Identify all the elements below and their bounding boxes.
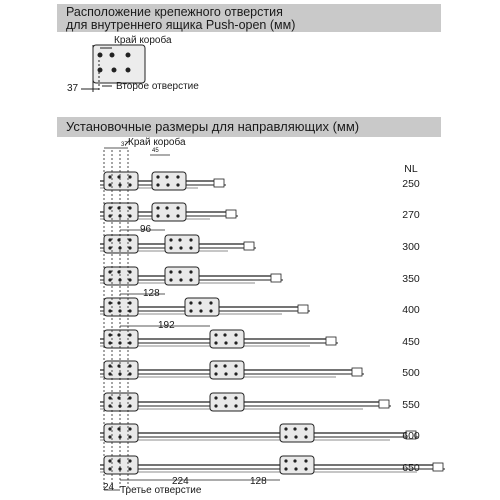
mounting-hole (284, 427, 287, 430)
mounting-hole (234, 341, 237, 344)
mounting-hole (223, 364, 226, 367)
mounting-hole (169, 238, 172, 241)
mounting-hole (128, 333, 131, 336)
mounting-hole (284, 467, 287, 470)
nl-value-450: 450 (402, 336, 420, 348)
mounting-hole (128, 309, 131, 312)
nl-value-600: 600 (402, 430, 420, 442)
rail-end-cap (271, 274, 281, 282)
rear-bracket (185, 298, 219, 316)
mounting-hole (176, 206, 179, 209)
mounting-hole (108, 404, 111, 407)
mounting-hole (176, 183, 179, 186)
mounting-hole (128, 341, 131, 344)
mounting-hole (108, 435, 111, 438)
rear-bracket (210, 393, 244, 411)
mounting-hole (189, 309, 192, 312)
mounting-hole (128, 175, 131, 178)
front-bracket-body (104, 393, 138, 411)
mounting-hole (128, 396, 131, 399)
runner-rows (100, 172, 445, 474)
hole (110, 53, 114, 57)
front-bracket (104, 235, 138, 253)
hole (112, 68, 116, 72)
label-third-hole: Третье отверстие (120, 485, 202, 496)
rear-bracket (165, 267, 199, 285)
mounting-hole (214, 372, 217, 375)
mounting-hole (108, 246, 111, 249)
mounting-hole (128, 467, 131, 470)
mounting-hole (304, 459, 307, 462)
front-bracket (104, 393, 138, 411)
hole (98, 53, 102, 57)
rear-bracket (210, 330, 244, 348)
nl-value-300: 300 (402, 241, 420, 253)
runner-row-550 (100, 393, 391, 411)
front-bracket (104, 424, 138, 442)
bracket-body (93, 45, 145, 83)
mounting-hole (304, 427, 307, 430)
mounting-hole (128, 214, 131, 217)
front-bracket-body (104, 172, 138, 190)
front-bracket-body (104, 298, 138, 316)
nl-header: NL (404, 163, 418, 175)
mounting-hole (234, 333, 237, 336)
mounting-hole (189, 301, 192, 304)
rear-bracket-body (152, 203, 186, 221)
mounting-hole (214, 396, 217, 399)
front-bracket-body (104, 203, 138, 221)
runner-row-400 (100, 298, 310, 316)
mounting-hole (199, 309, 202, 312)
mounting-hole (108, 301, 111, 304)
mounting-hole (179, 278, 182, 281)
mounting-hole (128, 435, 131, 438)
mounting-hole (214, 364, 217, 367)
mounting-hole (178, 238, 181, 241)
mounting-hole (128, 427, 131, 430)
mounting-hole (128, 238, 131, 241)
mounting-hole (108, 183, 111, 186)
mounting-hole (165, 175, 168, 178)
mounting-hole (169, 270, 172, 273)
rear-bracket-body (210, 393, 244, 411)
rail-end-cap (379, 400, 389, 408)
rear-bracket-body (280, 456, 314, 474)
front-bracket-body (104, 267, 138, 285)
rear-bracket-body (165, 235, 199, 253)
rear-bracket-body (185, 298, 219, 316)
mounting-hole (293, 459, 296, 462)
mounting-hole (108, 364, 111, 367)
rear-bracket (152, 203, 186, 221)
section-title-line1: Расположение крепежного отверстия (66, 5, 283, 19)
rail-end-cap (298, 305, 308, 313)
mounting-hole (128, 404, 131, 407)
runner-row-350 (100, 267, 283, 285)
runner-row-270 (100, 203, 238, 221)
front-bracket-body (104, 456, 138, 474)
mounting-hole (198, 301, 201, 304)
mounting-hole (234, 404, 237, 407)
mounting-hole (179, 246, 182, 249)
front-bracket (104, 203, 138, 221)
mounting-hole (169, 278, 172, 281)
rear-bracket-body (210, 361, 244, 379)
rear-bracket (280, 456, 314, 474)
runner-row-500 (100, 361, 364, 379)
mounting-hole (108, 427, 111, 430)
front-bracket (104, 298, 138, 316)
hole (98, 68, 102, 72)
hole (126, 68, 130, 72)
front-bracket-body (104, 330, 138, 348)
label-box-edge-2: Край короба (128, 137, 186, 148)
mounting-hole (128, 372, 131, 375)
mounting-hole (156, 175, 159, 178)
mounting-hole (128, 270, 131, 273)
mounting-hole (128, 364, 131, 367)
rear-bracket (152, 172, 186, 190)
mounting-hole (166, 214, 169, 217)
rear-bracket-body (165, 267, 199, 285)
mounting-hole (304, 435, 307, 438)
mounting-hole (223, 333, 226, 336)
mounting-hole (178, 270, 181, 273)
mounting-hole (128, 459, 131, 462)
mounting-hole (224, 404, 227, 407)
rail-end-cap (214, 179, 224, 187)
rear-bracket (210, 361, 244, 379)
mounting-hole (165, 206, 168, 209)
mounting-hole (108, 372, 111, 375)
section-title-line2: для внутреннего ящика Push-open (мм) (66, 18, 296, 32)
runner-row-250 (100, 172, 226, 190)
runner-row-650 (100, 456, 445, 474)
nl-value-650: 650 (402, 462, 420, 474)
dim-128-label: 128 (143, 288, 160, 299)
rear-bracket-body (210, 330, 244, 348)
mounting-hole (189, 246, 192, 249)
mounting-hole (166, 183, 169, 186)
mounting-hole (209, 301, 212, 304)
dim-37-label: 37 (67, 83, 79, 94)
front-bracket-body (104, 424, 138, 442)
dim-96-label: 96 (140, 224, 152, 235)
mounting-hole (304, 467, 307, 470)
dim-24-label: 24 (103, 482, 115, 493)
mounting-hole (156, 183, 159, 186)
mounting-hole (294, 467, 297, 470)
mounting-hole (108, 467, 111, 470)
section-title-mounting: Установочные размеры для направляющих (мм) (66, 119, 360, 134)
rear-bracket (280, 424, 314, 442)
rear-bracket-body (280, 424, 314, 442)
mounting-hole (108, 214, 111, 217)
mounting-hole (128, 301, 131, 304)
mounting-hole (209, 309, 212, 312)
mounting-hole (234, 396, 237, 399)
label-box-edge: Край короба (114, 35, 172, 46)
mounting-hole (156, 206, 159, 209)
mounting-hole (284, 435, 287, 438)
mounting-hole (294, 435, 297, 438)
mounting-hole (234, 364, 237, 367)
mounting-hole (128, 183, 131, 186)
dim-128b-label: 128 (250, 476, 267, 487)
rear-bracket (165, 235, 199, 253)
front-bracket (104, 172, 138, 190)
dim-224-label: 224 (172, 476, 189, 487)
label-second-hole: Второе отверстие (116, 81, 199, 92)
mounting-hole (169, 246, 172, 249)
runner-row-450 (100, 330, 338, 348)
dim-192-label: 192 (158, 320, 175, 331)
mounting-hole (224, 341, 227, 344)
nl-value-350: 350 (402, 273, 420, 285)
mounting-hole (108, 278, 111, 281)
mounting-hole (128, 278, 131, 281)
mounting-hole (128, 206, 131, 209)
mounting-hole (214, 341, 217, 344)
mounting-hole (108, 341, 111, 344)
rail-end-cap (326, 337, 336, 345)
mounting-hole (224, 372, 227, 375)
mounting-hole (108, 459, 111, 462)
mounting-hole (293, 427, 296, 430)
mounting-hole (176, 214, 179, 217)
front-bracket (104, 330, 138, 348)
mounting-hole (108, 270, 111, 273)
runner-row-600 (100, 424, 418, 442)
front-bracket-body (104, 361, 138, 379)
mounting-hole (189, 238, 192, 241)
front-bracket (104, 361, 138, 379)
rail-end-cap (433, 463, 443, 471)
nl-value-550: 550 (402, 399, 420, 411)
rail-end-cap (352, 368, 362, 376)
dim-45-label: 45 (152, 148, 159, 154)
mounting-hole (176, 175, 179, 178)
mounting-hole (189, 278, 192, 281)
nl-value-270: 270 (402, 209, 420, 221)
front-bracket (104, 267, 138, 285)
mounting-hole (214, 404, 217, 407)
mounting-hole (234, 372, 237, 375)
mounting-hole (108, 175, 111, 178)
mounting-hole (156, 214, 159, 217)
dim-37-top-label: 37 (121, 142, 128, 148)
mounting-hole (214, 333, 217, 336)
rail-end-cap (226, 210, 236, 218)
mounting-hole (128, 246, 131, 249)
mounting-hole (108, 396, 111, 399)
nl-value-250: 250 (402, 178, 420, 190)
front-bracket (104, 456, 138, 474)
nl-value-400: 400 (402, 304, 420, 316)
rear-bracket-body (152, 172, 186, 190)
mounting-hole (223, 396, 226, 399)
mounting-hole (108, 333, 111, 336)
mounting-hole (108, 238, 111, 241)
nl-value-500: 500 (402, 367, 420, 379)
rail-end-cap (244, 242, 254, 250)
front-bracket-body (104, 235, 138, 253)
runner-row-300 (100, 235, 256, 253)
mounting-hole (108, 206, 111, 209)
hole (126, 53, 130, 57)
mounting-hole (189, 270, 192, 273)
mounting-hole (284, 459, 287, 462)
mounting-hole (108, 309, 111, 312)
